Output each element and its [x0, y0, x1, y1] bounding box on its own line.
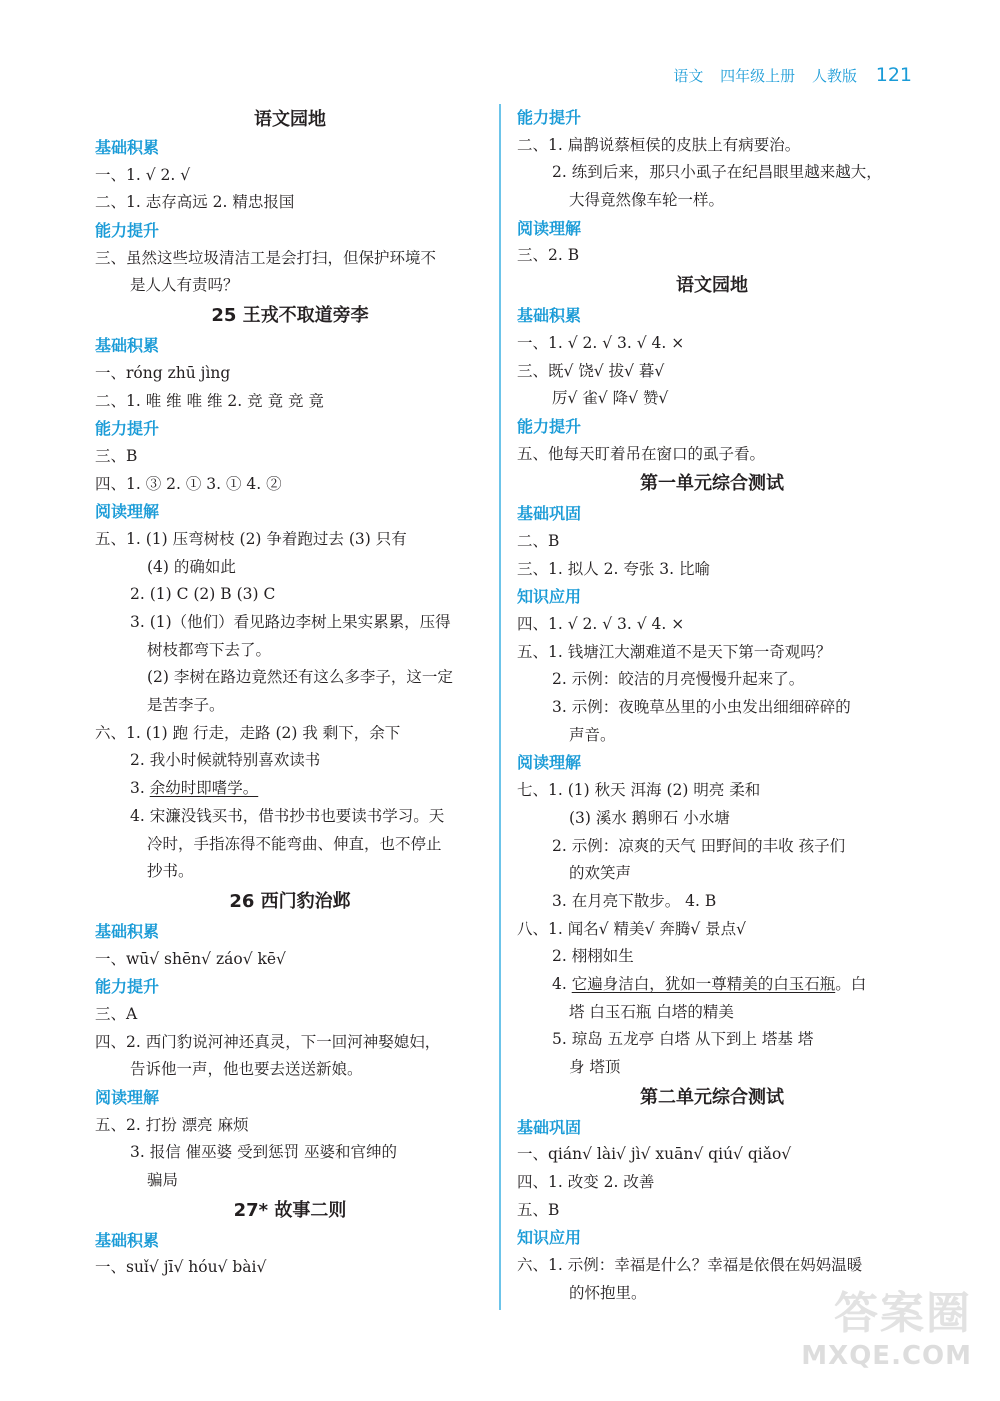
- answer-line: 是苦李子。: [147, 696, 225, 715]
- answer-line: 2. 示例：凉爽的天气 田野间的丰收 孩子们: [552, 836, 846, 855]
- answer-number: 4.: [552, 974, 572, 993]
- page-number: 121: [875, 64, 912, 86]
- answer-number: 3.: [130, 779, 150, 798]
- subsection-heading: 知识应用: [517, 587, 582, 607]
- answer-line: 树枝都弯下去了。: [147, 640, 272, 659]
- answer-line: 4. 宋濂没钱买书，借书抄书也要读书学习。天: [130, 806, 445, 825]
- answer-line: 四、2. 西门豹说河神还真灵，下一回河神娶媳妇，: [95, 1032, 441, 1051]
- answer-line: 五、B: [517, 1200, 560, 1219]
- answer-line: 一、suǐ√ jī√ hóu√ bài√: [95, 1258, 267, 1277]
- watermark-logo: 答案圈: [834, 1288, 972, 1339]
- answer-line: 三、2. B: [517, 246, 580, 265]
- answer-line: 2. 示例：皎洁的月亮慢慢升起来了。: [552, 670, 805, 689]
- subsection-heading: 能力提升: [517, 108, 582, 127]
- answer-line: [517, 971, 907, 999]
- section-title: 26 西门豹治邺: [229, 890, 351, 912]
- section-title: 语文园地: [676, 275, 748, 297]
- answer-line: 的欢笑声: [569, 864, 632, 883]
- section-title: 语文园地: [254, 109, 326, 130]
- watermark-url: MXQE.COM: [801, 1341, 972, 1371]
- subsection-heading: 基础积累: [95, 138, 160, 157]
- subsection-heading: 阅读理解: [95, 1088, 160, 1107]
- right-column: [517, 104, 907, 1308]
- answer-line: 六、1. (1) 跑 行走，走路 (2) 我 剩下，余下: [95, 723, 401, 742]
- answer-line: 八、1. 闻名√ 精美√ 奔腾√ 景点√: [517, 919, 747, 938]
- answer-line: 三、虽然这些垃圾清洁工是会打扫，但保护环境不: [95, 248, 437, 267]
- column-divider: [499, 104, 501, 1310]
- answer-tail: 。白: [835, 974, 867, 993]
- answer-line: 2. (1) C (2) B (3) C: [130, 585, 276, 604]
- answer-line: (2) 李树在路边竟然还有这么多李子，这一定: [147, 668, 453, 687]
- subsection-heading: 基础积累: [95, 336, 160, 356]
- subsection-heading: 基础巩固: [517, 504, 582, 524]
- answer-line: (4) 的确如此: [147, 557, 236, 576]
- section-title: 27* 故事二则: [233, 1199, 347, 1221]
- page-header: [661, 64, 912, 86]
- answer-line: 抄书。: [147, 862, 194, 881]
- answer-line: 是人人有责吗？: [130, 276, 239, 295]
- subsection-heading: 能力提升: [95, 221, 160, 241]
- answer-line: 2. 栩栩如生: [552, 947, 634, 966]
- section-title: 25 王戎不取道旁李: [211, 305, 369, 327]
- answer-line: 5. 琼岛 五龙亭 白塔 从下到上 塔基 塔: [552, 1030, 814, 1049]
- left-column: [95, 104, 485, 1282]
- header-subject: 语文: [673, 67, 704, 85]
- answer-line: (3) 溪水 鹅卵石 小水塘: [569, 808, 730, 827]
- answer-line: 三、A: [95, 1004, 138, 1023]
- answer-line: 3. 在月亮下散步。 4. B: [552, 891, 717, 910]
- answer-line: 的怀抱里。: [569, 1283, 647, 1302]
- answer-line: 一、1. √ 2. √: [95, 165, 191, 184]
- answer-line: 一、1. √ 2. √ 3. √ 4. ×: [517, 333, 685, 352]
- answer-line: 塔 白玉石瓶 白塔的精美: [569, 1002, 734, 1021]
- subsection-heading: 能力提升: [95, 977, 160, 997]
- answer-line: 五、2. 打扮 漂亮 麻烦: [95, 1115, 249, 1134]
- answer-line: 3. 报信 催巫婆 受到惩罚 巫婆和官绅的: [130, 1143, 397, 1162]
- answer-line: 声音。: [569, 725, 616, 744]
- answer-line: 一、róng zhū jìng: [95, 363, 231, 382]
- header-edition: 人教版: [811, 67, 857, 85]
- answer-line: 三、B: [95, 446, 138, 465]
- answer-line: 二、1. 志存高远 2. 精忠报国: [95, 193, 295, 212]
- answer-line: 三、既√ 饶√ 拔√ 暮√: [517, 361, 665, 380]
- subsection-heading: 基础积累: [95, 921, 160, 941]
- underlined-answer: 它遍身洁白，犹如一尊精美的白玉石瓶: [571, 974, 836, 993]
- answer-line: 四、1. 改变 2. 改善: [517, 1173, 655, 1192]
- subsection-heading: 阅读理解: [517, 753, 582, 773]
- subsection-heading: 基础巩固: [517, 1117, 582, 1137]
- answer-line: 四、1. ③ 2. ① 3. ① 4. ②: [95, 474, 282, 493]
- answer-line: 冷时，手指冻得不能弯曲、伸直，也不停止: [147, 834, 442, 853]
- header-grade: 四年级上册: [720, 67, 796, 85]
- answer-line: 二、1. 唯 维 唯 维 2. 竞 竟 竞 竟: [95, 391, 324, 410]
- subsection-heading: 阅读理解: [95, 502, 160, 522]
- answer-line: 二、1. 扁鹊说蔡桓侯的皮肤上有病要治。: [517, 135, 801, 154]
- answer-line: 告诉他一声，他也要去送送新娘。: [130, 1060, 363, 1079]
- subsection-heading: 基础积累: [517, 306, 582, 326]
- answer-line: 三、1. 拟人 2. 夸张 3. 比喻: [517, 559, 711, 578]
- answer-line: 厉√ 雀√ 降√ 赞√: [552, 389, 669, 408]
- section-title: 第二单元综合测试: [640, 1086, 784, 1108]
- answer-line: 四、1. √ 2. √ 3. √ 4. ×: [517, 615, 685, 633]
- underlined-answer: 余幼时即嗜学。: [149, 779, 259, 798]
- subsection-heading: 阅读理解: [517, 218, 582, 238]
- answer-line: 2. 练到后来，那只小虱子在纪昌眼里越来越大，: [552, 163, 882, 182]
- answer-line: [95, 775, 485, 803]
- subsection-heading: 能力提升: [95, 419, 160, 439]
- answer-line: 六、1. 示例：幸福是什么？幸福是依偎在妈妈温暖: [517, 1256, 863, 1275]
- watermark: [801, 1277, 972, 1371]
- answer-line: 五、他每天盯着吊在窗口的虱子看。: [517, 444, 766, 463]
- answer-line: 3. 示例：夜晚草丛里的小虫发出细细碎碎的: [552, 698, 851, 717]
- answer-line: 一、wū√ shēn√ záo√ kē√: [95, 949, 286, 968]
- answer-line: 骗局: [147, 1171, 179, 1190]
- answer-line: 一、qián√ lài√ jì√ xuān√ qiú√ qiǎo√: [517, 1145, 792, 1164]
- subsection-heading: 知识应用: [517, 1228, 582, 1248]
- subsection-heading: 能力提升: [517, 416, 582, 436]
- section-title: 第一单元综合测试: [640, 473, 784, 495]
- answer-line: 七、1. (1) 秋天 洱海 (2) 明亮 柔和: [517, 781, 761, 800]
- answer-line: 二、B: [517, 531, 560, 550]
- answer-line: 身 塔顶: [569, 1058, 621, 1076]
- answer-line: 大得竟然像车轮一样。: [569, 191, 725, 210]
- answer-line: 五、1. (1) 压弯树枝 (2) 争着跑过去 (3) 只有: [95, 529, 407, 548]
- subsection-heading: 基础积累: [95, 1230, 160, 1250]
- answer-line: 五、1. 钱塘江大潮难道不是天下第一奇观吗？: [517, 642, 832, 661]
- answer-line: 3. (1)（他们）看见路边李树上果实累累，压得: [130, 613, 451, 631]
- answer-line: 2. 我小时候就特别喜欢读书: [130, 751, 321, 770]
